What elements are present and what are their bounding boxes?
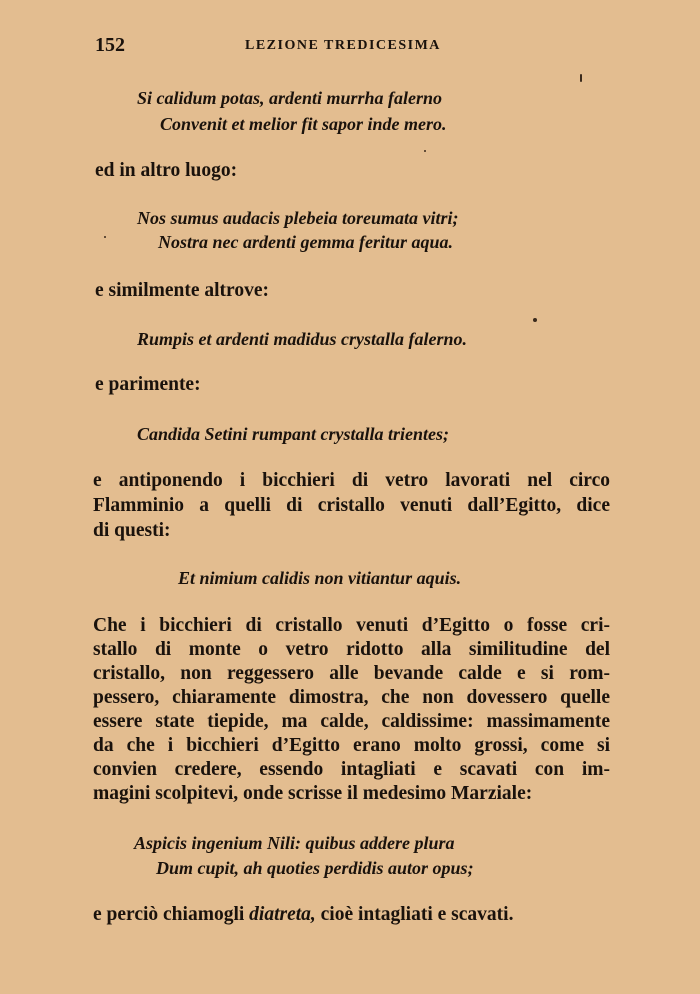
verse-line: Rumpis et ardenti madidus crystalla falerno. [137, 329, 468, 349]
prose-line: da che i bicchieri d’Egitto erano molto grossi, come si [93, 735, 610, 756]
scan-speck [580, 74, 582, 82]
verse-line: Nos sumus audacis plebeia toreumata vitri; [137, 208, 459, 228]
prose-line: e parimente: [95, 374, 201, 395]
verse-line: Convenit et melior fit sapor inde mero. [160, 114, 447, 134]
prose-line: e antiponendo i bicchieri di vetro lavorati nel circo [93, 470, 610, 491]
closing-text: e perciò chiamogli [93, 904, 250, 925]
running-head [95, 34, 610, 60]
prose-line: stallo di monte o vetro ridotto alla similitudine del [93, 639, 610, 660]
chapter-title: LEZIONE TREDICESIMA [245, 38, 441, 53]
scan-speck [533, 318, 537, 322]
verse-line: Dum cupit, ah quoties perdidis autor opus; [156, 858, 474, 878]
page-number: 152 [95, 34, 125, 56]
closing-line [93, 903, 513, 927]
prose-line: cristallo, non reggessero alle bevande calde e si rom- [93, 663, 610, 684]
closing-text: cioè intagliati e scavati. [315, 904, 514, 925]
verse-line: Aspicis ingenium Nili: quibus addere plura [134, 833, 455, 853]
prose-line: Che i bicchieri di cristallo venuti d’Egitto o fosse cri- [93, 615, 610, 636]
prose-line: ed in altro luogo: [95, 160, 238, 181]
prose-line: convien credere, essendo intagliati e scavati con im- [93, 759, 610, 780]
emphasized-word: diatreta, [249, 904, 316, 925]
scan-speck [424, 150, 426, 152]
prose-line: magini scolpitevi, onde scrisse il medesimo Marziale: [93, 783, 533, 804]
prose-line: essere state tiepide, ma calde, caldissime: massimamente [93, 711, 610, 732]
prose-line: di questi: [93, 520, 171, 541]
verse-line: Candida Setini rumpant crystalla trientes; [137, 424, 450, 444]
prose-line: e similmente altrove: [95, 280, 269, 301]
prose-line: pessero, chiaramente dimostra, che non dovessero quelle [93, 687, 610, 708]
prose-line: Flamminio a quelli di cristallo venuti dall’Egitto, dice [93, 495, 610, 516]
verse-line: Nostra nec ardenti gemma feritur aqua. [158, 232, 454, 252]
scan-speck [104, 236, 106, 238]
verse-line: Si calidum potas, ardenti murrha falerno [137, 88, 443, 108]
verse-line: Et nimium calidis non vitiantur aquis. [178, 568, 462, 588]
